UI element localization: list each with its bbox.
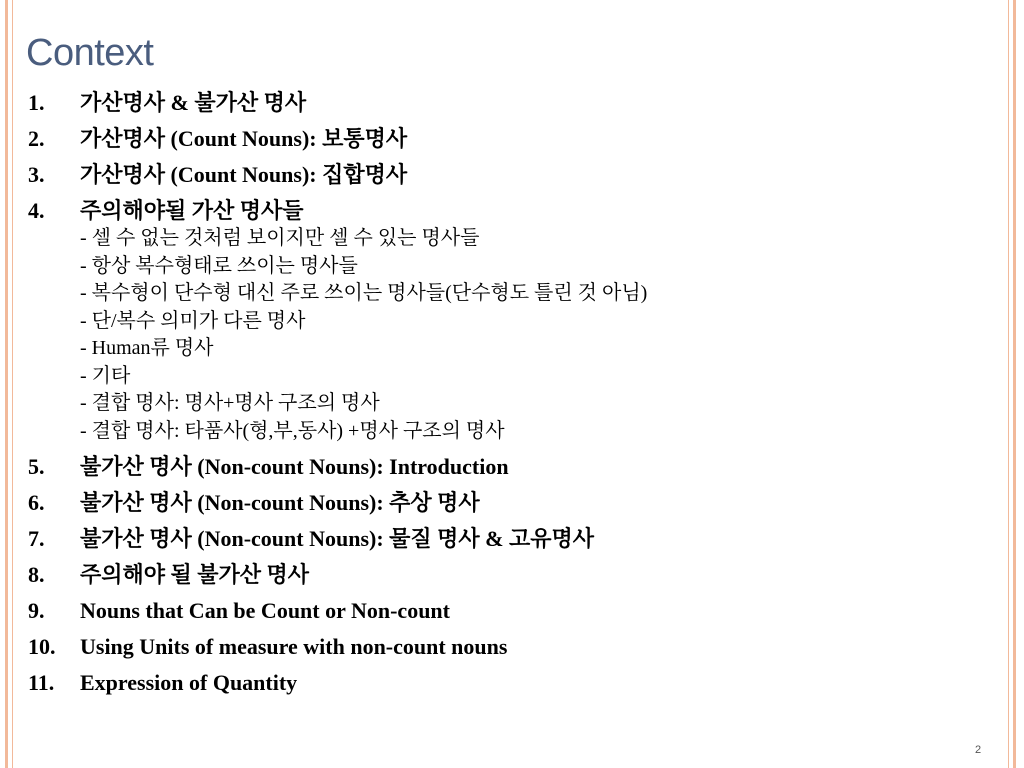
list-item-number: 5. xyxy=(28,454,45,479)
list-item-text: 가산명사 & 불가산 명사 xyxy=(80,90,307,115)
list-item xyxy=(28,124,988,153)
list-item-text: 주의해야될 가산 명사들 xyxy=(80,198,304,223)
list-item xyxy=(28,596,988,625)
list-item-text: 주의해야 될 불가산 명사 xyxy=(80,562,310,587)
list-item xyxy=(28,488,988,517)
list-item-number: 3. xyxy=(28,162,45,187)
list-item xyxy=(28,632,988,661)
content-list xyxy=(28,88,988,704)
list-subitem: - 셀 수 없는 것처럼 보이지만 셀 수 있는 명사들 xyxy=(80,227,480,249)
left-border-thin-line xyxy=(12,0,13,768)
list-item-text: Expression of Quantity xyxy=(80,670,298,695)
list-subitem: - 결합 명사: 명사+명사 구조의 명사 xyxy=(80,392,380,414)
left-border-line xyxy=(5,0,8,768)
list-item-number: 8. xyxy=(28,562,45,587)
list-subitem: - 기타 xyxy=(80,364,131,387)
list-item-text: 불가산 명사 (Non-count Nouns): 추상 명사 xyxy=(80,490,480,515)
right-border-thin-line xyxy=(1008,0,1009,768)
list-subitem: - 항상 복수형태로 쓰이는 명사들 xyxy=(80,254,358,277)
list-item-text: Nouns that Can be Count or Non-count xyxy=(80,598,450,623)
list-item-text: 가산명사 (Count Nouns): 보통명사 xyxy=(80,126,408,151)
list-item xyxy=(28,196,988,445)
list-item-text: 불가산 명사 (Non-count Nouns): Introduction xyxy=(80,454,509,479)
list-item-text: Using Units of measure with non-count nouns xyxy=(80,634,508,659)
list-item-number: 2. xyxy=(28,126,45,151)
list-item xyxy=(28,668,988,697)
list-item xyxy=(28,524,988,553)
list-subitem: - 결합 명사: 타품사(형,부,동사) +명사 구조의 명사 xyxy=(80,419,505,442)
list-item xyxy=(28,560,988,589)
list-item-number: 6. xyxy=(28,490,45,515)
list-item xyxy=(28,452,988,481)
list-subitem: - 단/복수 의미가 다른 명사 xyxy=(80,309,306,332)
list-item xyxy=(28,88,988,117)
list-item-text: 가산명사 (Count Nouns): 집합명사 xyxy=(80,162,408,187)
page-number: 2 xyxy=(975,744,982,756)
list-item xyxy=(28,160,988,189)
list-item-number: 1. xyxy=(28,90,45,115)
list-item-text: 불가산 명사 (Non-count Nouns): 물질 명사 & 고유명사 xyxy=(80,526,595,551)
list-subitem: - 복수형이 단수형 대신 주로 쓰이는 명사들(단수형도 틀린 것 아님) xyxy=(80,282,648,304)
slide-title: Context xyxy=(26,32,154,74)
list-item-number: 7. xyxy=(28,526,45,551)
list-subitem: - Human류 명사 xyxy=(80,337,214,359)
right-border-line xyxy=(1013,0,1016,768)
list-item-number: 4. xyxy=(28,198,45,223)
list-item-number: 10. xyxy=(28,634,56,659)
list-item-number: 11. xyxy=(28,670,55,695)
list-item-number: 9. xyxy=(28,598,45,623)
